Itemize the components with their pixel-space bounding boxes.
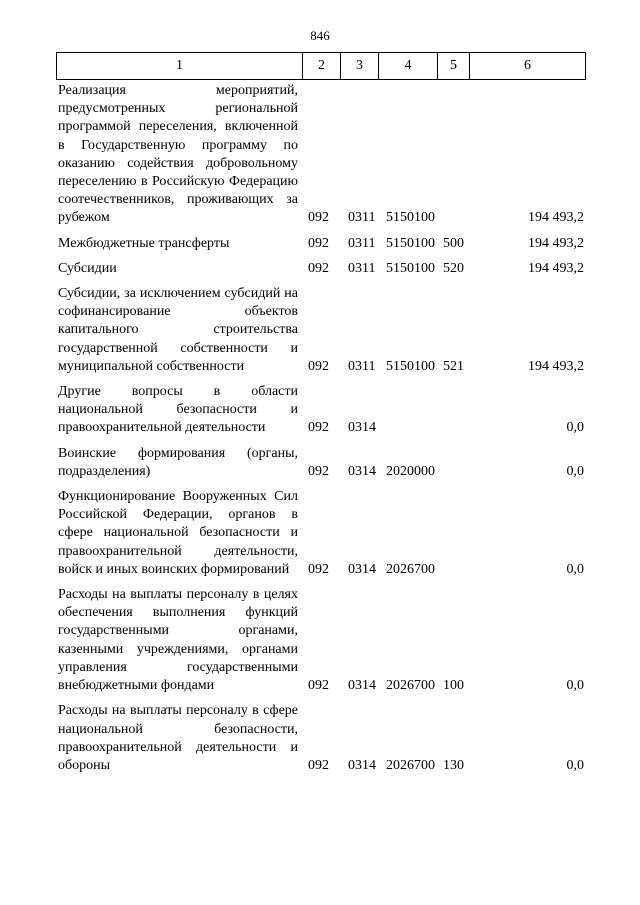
amount: 194 493,2 <box>528 358 584 374</box>
target-code: 5150100 <box>386 210 435 226</box>
section-code: 0311 <box>348 358 376 374</box>
budget-rows <box>0 80 640 775</box>
row-description: Функционирование Вооруженных Сил Российской Федерации, органов в сфере национальной безопасности и правоохранительной деятельности, войск и иных воинских формирований <box>58 489 298 577</box>
ministry-code: 092 <box>308 260 329 276</box>
target-code: 2020000 <box>386 463 435 479</box>
target-code: 2026700 <box>386 757 435 773</box>
table-row <box>0 586 640 695</box>
expense-type-code: 130 <box>443 757 464 773</box>
ministry-code: 092 <box>308 235 329 251</box>
amount: 0,0 <box>566 420 584 436</box>
ministry-code: 092 <box>308 561 329 577</box>
amount: 194 493,2 <box>528 210 584 226</box>
row-description: Расходы на выплаты персоналу в сфере национальной безопасности, правоохранительной деятельности и обороны <box>58 703 298 773</box>
expense-type-code: 520 <box>443 260 464 276</box>
page-number: 846 <box>310 28 330 43</box>
target-code: 5150100 <box>386 260 435 276</box>
section-code: 0314 <box>348 420 376 436</box>
amount: 0,0 <box>566 757 584 773</box>
ministry-code: 092 <box>308 420 329 436</box>
column-header-6: 6 <box>470 53 586 80</box>
column-header-4: 4 <box>379 53 438 80</box>
amount: 0,0 <box>566 463 584 479</box>
table-row <box>0 260 640 278</box>
column-header-table <box>56 52 586 80</box>
row-description: Межбюджетные трансферты <box>58 235 230 251</box>
target-code: 2026700 <box>386 561 435 577</box>
target-code: 5150100 <box>386 358 435 374</box>
section-code: 0314 <box>348 757 376 773</box>
row-description: Субсидии, за исключением субсидий на софинансирование объектов капитального строительства государственной собственности и муниципальной собственности <box>58 286 298 374</box>
row-description: Другие вопросы в области национальной безопасности и правоохранительной деятельности <box>58 384 298 436</box>
table-row <box>0 383 640 438</box>
section-code: 0314 <box>348 678 376 694</box>
target-code: 5150100 <box>386 235 435 251</box>
table-row <box>0 82 640 228</box>
section-code: 0311 <box>348 235 376 251</box>
expense-type-code: 500 <box>443 235 464 251</box>
amount: 0,0 <box>566 561 584 577</box>
section-code: 0311 <box>348 210 376 226</box>
expense-type-code: 100 <box>443 678 464 694</box>
expense-type-code: 521 <box>443 358 464 374</box>
table-row <box>0 285 640 376</box>
column-header-2: 2 <box>303 53 341 80</box>
table-row <box>0 702 640 775</box>
target-code: 2026700 <box>386 678 435 694</box>
ministry-code: 092 <box>308 757 329 773</box>
ministry-code: 092 <box>308 463 329 479</box>
amount: 194 493,2 <box>528 235 584 251</box>
table-row <box>0 445 640 481</box>
table-row <box>0 488 640 579</box>
section-code: 0314 <box>348 561 376 577</box>
row-description: Реализация мероприятий, предусмотренных региональной программой переселения, включенной в Государственную программу по оказанию содействия добровольному переселению в Российскую Федерацию соотечественников, проживающих за рубежом <box>58 83 298 226</box>
ministry-code: 092 <box>308 678 329 694</box>
ministry-code: 092 <box>308 358 329 374</box>
column-header-1: 1 <box>57 53 303 80</box>
amount: 0,0 <box>566 678 584 694</box>
column-header-5: 5 <box>438 53 470 80</box>
row-description: Воинские формирования (органы, подразделения) <box>58 445 298 479</box>
amount: 194 493,2 <box>528 260 584 276</box>
row-description: Субсидии <box>58 260 117 276</box>
ministry-code: 092 <box>308 210 329 226</box>
section-code: 0311 <box>348 260 376 276</box>
column-header-3: 3 <box>341 53 379 80</box>
section-code: 0314 <box>348 463 376 479</box>
table-row <box>0 235 640 253</box>
row-description: Расходы на выплаты персоналу в целях обеспечения выполнения функций государственными органами, казенными учреждениями, органами управления государственными внебюджетными фондами <box>58 587 298 694</box>
